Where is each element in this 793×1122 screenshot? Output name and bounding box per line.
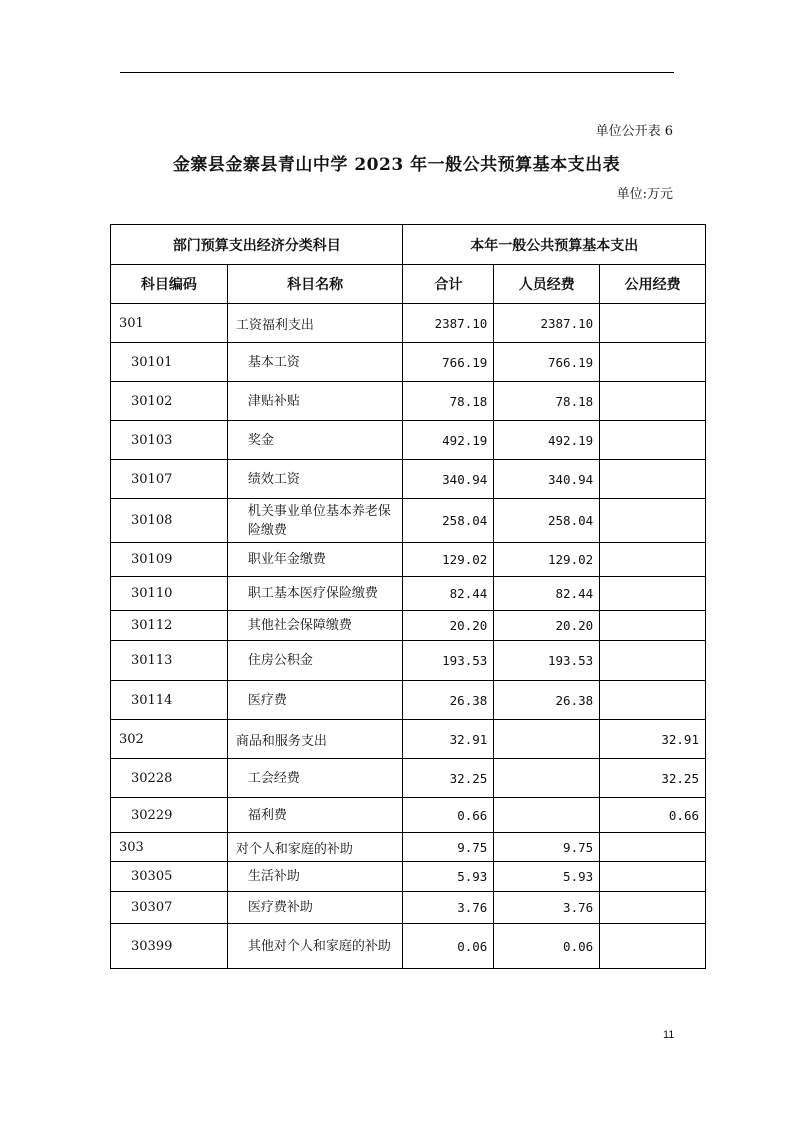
budget-table: [110, 224, 706, 969]
row-personnel-cell: [494, 759, 600, 798]
row-total-cell: 193.53: [403, 641, 494, 681]
row-personnel-cell: 78.18: [494, 382, 600, 421]
row-public-cell: [600, 304, 706, 343]
table-row: [111, 833, 706, 862]
row-code-cell: 301: [111, 304, 228, 343]
row-public-cell: 0.66: [600, 798, 706, 833]
row-code-cell: 30109: [111, 543, 228, 577]
table-row: [111, 862, 706, 892]
row-name-cell: 津贴补贴: [227, 382, 403, 421]
row-personnel-cell: 3.76: [494, 892, 600, 924]
row-name-cell: 住房公积金: [227, 641, 403, 681]
unit-label: 单位:万元: [616, 187, 673, 202]
row-personnel-cell: 258.04: [494, 499, 600, 543]
table-row: [111, 720, 706, 759]
row-code-cell: 302: [111, 720, 228, 759]
page-title: 金寨县金寨县青山中学 2023 年一般公共预算基本支出表: [172, 155, 621, 175]
row-name-cell: 其他对个人和家庭的补助: [227, 924, 403, 969]
table-row: [111, 343, 706, 382]
row-personnel-cell: 492.19: [494, 421, 600, 460]
table-row: [111, 499, 706, 543]
row-name-cell: 基本工资: [227, 343, 403, 382]
row-code-cell: 30228: [111, 759, 228, 798]
table-row: [111, 759, 706, 798]
row-personnel-cell: 5.93: [494, 862, 600, 892]
row-personnel-cell: 82.44: [494, 577, 600, 611]
row-code-cell: 30114: [111, 681, 228, 720]
row-total-cell: 2387.10: [403, 304, 494, 343]
table-row: [111, 382, 706, 421]
table-row: [111, 577, 706, 611]
row-total-cell: 5.93: [403, 862, 494, 892]
row-public-cell: [600, 862, 706, 892]
row-total-cell: 32.91: [403, 720, 494, 759]
row-total-cell: 82.44: [403, 577, 494, 611]
row-code-cell: 30107: [111, 460, 228, 499]
row-name-cell: 绩效工资: [227, 460, 403, 499]
row-code-cell: 30108: [111, 499, 228, 543]
row-total-cell: 492.19: [403, 421, 494, 460]
row-public-cell: [600, 833, 706, 862]
table-row: [111, 611, 706, 641]
row-name-cell: 对个人和家庭的补助: [227, 833, 403, 862]
row-public-cell: [600, 543, 706, 577]
row-public-cell: [600, 421, 706, 460]
row-public-cell: [600, 382, 706, 421]
row-public-cell: [600, 641, 706, 681]
row-code-cell: 30113: [111, 641, 228, 681]
col-header-code: 科目编码: [111, 265, 228, 304]
row-personnel-cell: 9.75: [494, 833, 600, 862]
row-name-cell: 福利费: [227, 798, 403, 833]
row-name-cell: 医疗费: [227, 681, 403, 720]
row-total-cell: 26.38: [403, 681, 494, 720]
row-code-cell: 30229: [111, 798, 228, 833]
col-header-total: 合计: [403, 265, 494, 304]
row-public-cell: 32.25: [600, 759, 706, 798]
row-total-cell: 0.66: [403, 798, 494, 833]
row-public-cell: [600, 499, 706, 543]
row-total-cell: 129.02: [403, 543, 494, 577]
row-personnel-cell: 0.06: [494, 924, 600, 969]
row-personnel-cell: [494, 798, 600, 833]
row-name-cell: 生活补助: [227, 862, 403, 892]
row-code-cell: 30103: [111, 421, 228, 460]
table-row: [111, 641, 706, 681]
header-rule: [120, 72, 674, 73]
row-total-cell: 78.18: [403, 382, 494, 421]
row-public-cell: [600, 611, 706, 641]
page-number: 11: [663, 1029, 675, 1041]
row-total-cell: 20.20: [403, 611, 494, 641]
row-personnel-cell: 340.94: [494, 460, 600, 499]
row-public-cell: 32.91: [600, 720, 706, 759]
row-personnel-cell: 129.02: [494, 543, 600, 577]
row-name-cell: 奖金: [227, 421, 403, 460]
table-row: [111, 681, 706, 720]
row-code-cell: 30399: [111, 924, 228, 969]
table-row: [111, 460, 706, 499]
row-code-cell: 30305: [111, 862, 228, 892]
row-name-cell: 职工基本医疗保险缴费: [227, 577, 403, 611]
row-name-cell: 职业年金缴费: [227, 543, 403, 577]
table-row: [111, 421, 706, 460]
row-personnel-cell: [494, 720, 600, 759]
row-name-cell: 机关事业单位基本养老保险缴费: [227, 499, 403, 543]
row-code-cell: 30101: [111, 343, 228, 382]
table-row: [111, 543, 706, 577]
row-personnel-cell: 2387.10: [494, 304, 600, 343]
row-total-cell: 258.04: [403, 499, 494, 543]
group-header-classification: 部门预算支出经济分类科目: [111, 225, 403, 265]
row-personnel-cell: 193.53: [494, 641, 600, 681]
table-row: [111, 892, 706, 924]
row-public-cell: [600, 577, 706, 611]
table-row: [111, 798, 706, 833]
row-total-cell: 340.94: [403, 460, 494, 499]
row-total-cell: 32.25: [403, 759, 494, 798]
row-total-cell: 0.06: [403, 924, 494, 969]
row-personnel-cell: 26.38: [494, 681, 600, 720]
row-name-cell: 工资福利支出: [227, 304, 403, 343]
col-header-public: 公用经费: [600, 265, 706, 304]
row-public-cell: [600, 892, 706, 924]
row-total-cell: 766.19: [403, 343, 494, 382]
row-public-cell: [600, 681, 706, 720]
col-header-name: 科目名称: [227, 265, 403, 304]
row-code-cell: 30102: [111, 382, 228, 421]
row-total-cell: 3.76: [403, 892, 494, 924]
table-number: 单位公开表 6: [595, 124, 673, 139]
row-code-cell: 303: [111, 833, 228, 862]
group-header-basic-expenditure: 本年一般公共预算基本支出: [403, 225, 706, 265]
row-code-cell: 30307: [111, 892, 228, 924]
row-public-cell: [600, 460, 706, 499]
row-total-cell: 9.75: [403, 833, 494, 862]
row-code-cell: 30110: [111, 577, 228, 611]
row-public-cell: [600, 924, 706, 969]
row-name-cell: 其他社会保障缴费: [227, 611, 403, 641]
row-name-cell: 工会经费: [227, 759, 403, 798]
table-row: [111, 924, 706, 969]
row-name-cell: 商品和服务支出: [227, 720, 403, 759]
row-public-cell: [600, 343, 706, 382]
row-personnel-cell: 766.19: [494, 343, 600, 382]
col-header-personnel: 人员经费: [494, 265, 600, 304]
row-name-cell: 医疗费补助: [227, 892, 403, 924]
row-code-cell: 30112: [111, 611, 228, 641]
table-row: [111, 304, 706, 343]
row-personnel-cell: 20.20: [494, 611, 600, 641]
